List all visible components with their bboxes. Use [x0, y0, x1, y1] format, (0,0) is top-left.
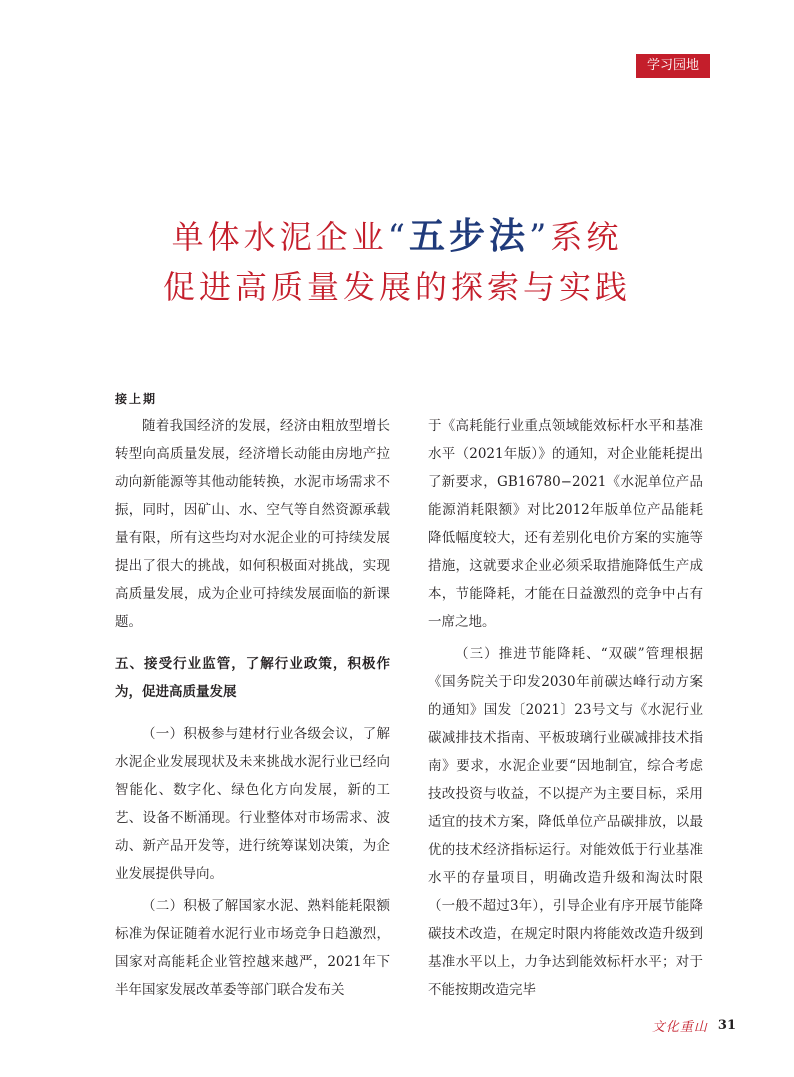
- paragraph-5-2: （二）积极了解国家水泥、熟料能耗限额标准为保证随着水泥行业市场竞争日趋激烈，国家对高能耗企业管控越来越严，2021年下半年国家发展改革委等部门联合发布关: [115, 898, 390, 998]
- article-title-line-2: 促进高质量发展的探索与实践: [162, 268, 631, 306]
- magazine-logo: 文化重山: [651, 1020, 708, 1035]
- continued-label: 接上期: [115, 392, 158, 406]
- section-tag: 学习园地: [636, 54, 710, 78]
- right-column: [428, 412, 703, 1008]
- title-suffix: 系统: [550, 218, 623, 256]
- paragraph-intro: 随着我国经济的发展，经济由粗放型增长转型向高质量发展，经济增长动能由房地产拉动向新能源等其他动能转换，水泥市场需求不振，同时，因矿山、水、空气等自然资源承载量有限，所有这些均对水泥企业的可持续发展提出了很大的挑战，如何积极面对挑战，实现高质量发展，成为企业可持续发展面临的新课题。: [115, 418, 390, 630]
- paragraph-5-3: （三）推进节能降耗、“双碳”管理根据《国务院关于印发2030年前碳达峰行动方案的通知》国发〔2021〕23号文与《水泥行业碳减排技术指南、平板玻璃行业碳减排技术指南》要求，水泥企业要“因地制宜，综合考虑技改投资与收益，不以提产为主要目标，采用适宜的技术方案，降低单位产品碳排放，以最优的技术经济指标运行。对能效低于行业基准水平的存量项目，明确改造升级和淘汰时限（一般不超过3年），引导企业有序开展节能降碳技术改造，在规定时限内将能效改造升级到基准水平以上，力争达到能效标杆水平；对于不能按期改造完毕: [428, 646, 703, 998]
- page-footer: [652, 1016, 736, 1035]
- title-emphasis: 五步法: [408, 215, 529, 257]
- article-title-line-1: [0, 208, 794, 259]
- paragraph-5-1: （一）积极参与建材行业各级会议，了解水泥企业发展现状及未来挑战水泥行业已经向智能化、数字化、绿色化方向发展，新的工艺、设备不断涌现。行业整体对市场需求、波动、新产品开发等，进行统筹谋划决策，为企业发展提供导向。: [115, 726, 390, 882]
- title-prefix: 单体水泥企业: [171, 218, 388, 256]
- page-number: 31: [717, 1018, 736, 1033]
- title-quote-close: ”: [529, 217, 551, 257]
- title-quote-open: “: [387, 217, 409, 257]
- paragraph-5-2-continued: 于《高耗能行业重点领域能效标杆水平和基准水平（2021年版）》的通知，对企业能耗提出了新要求，GB16780−2021《水泥单位产品能源消耗限额》对比2012年版单位产品能耗降低幅度较大，还有差别化电价方案的实施等措施，这就要求企业必须采取措施降低生产成本，节能降耗，才能在日益激烈的竞争中占有一席之地。: [428, 418, 703, 630]
- left-column: [115, 412, 390, 1008]
- section-heading-5: 五、接受行业监管，了解行业政策，积极作为，促进高质量发展: [115, 656, 390, 700]
